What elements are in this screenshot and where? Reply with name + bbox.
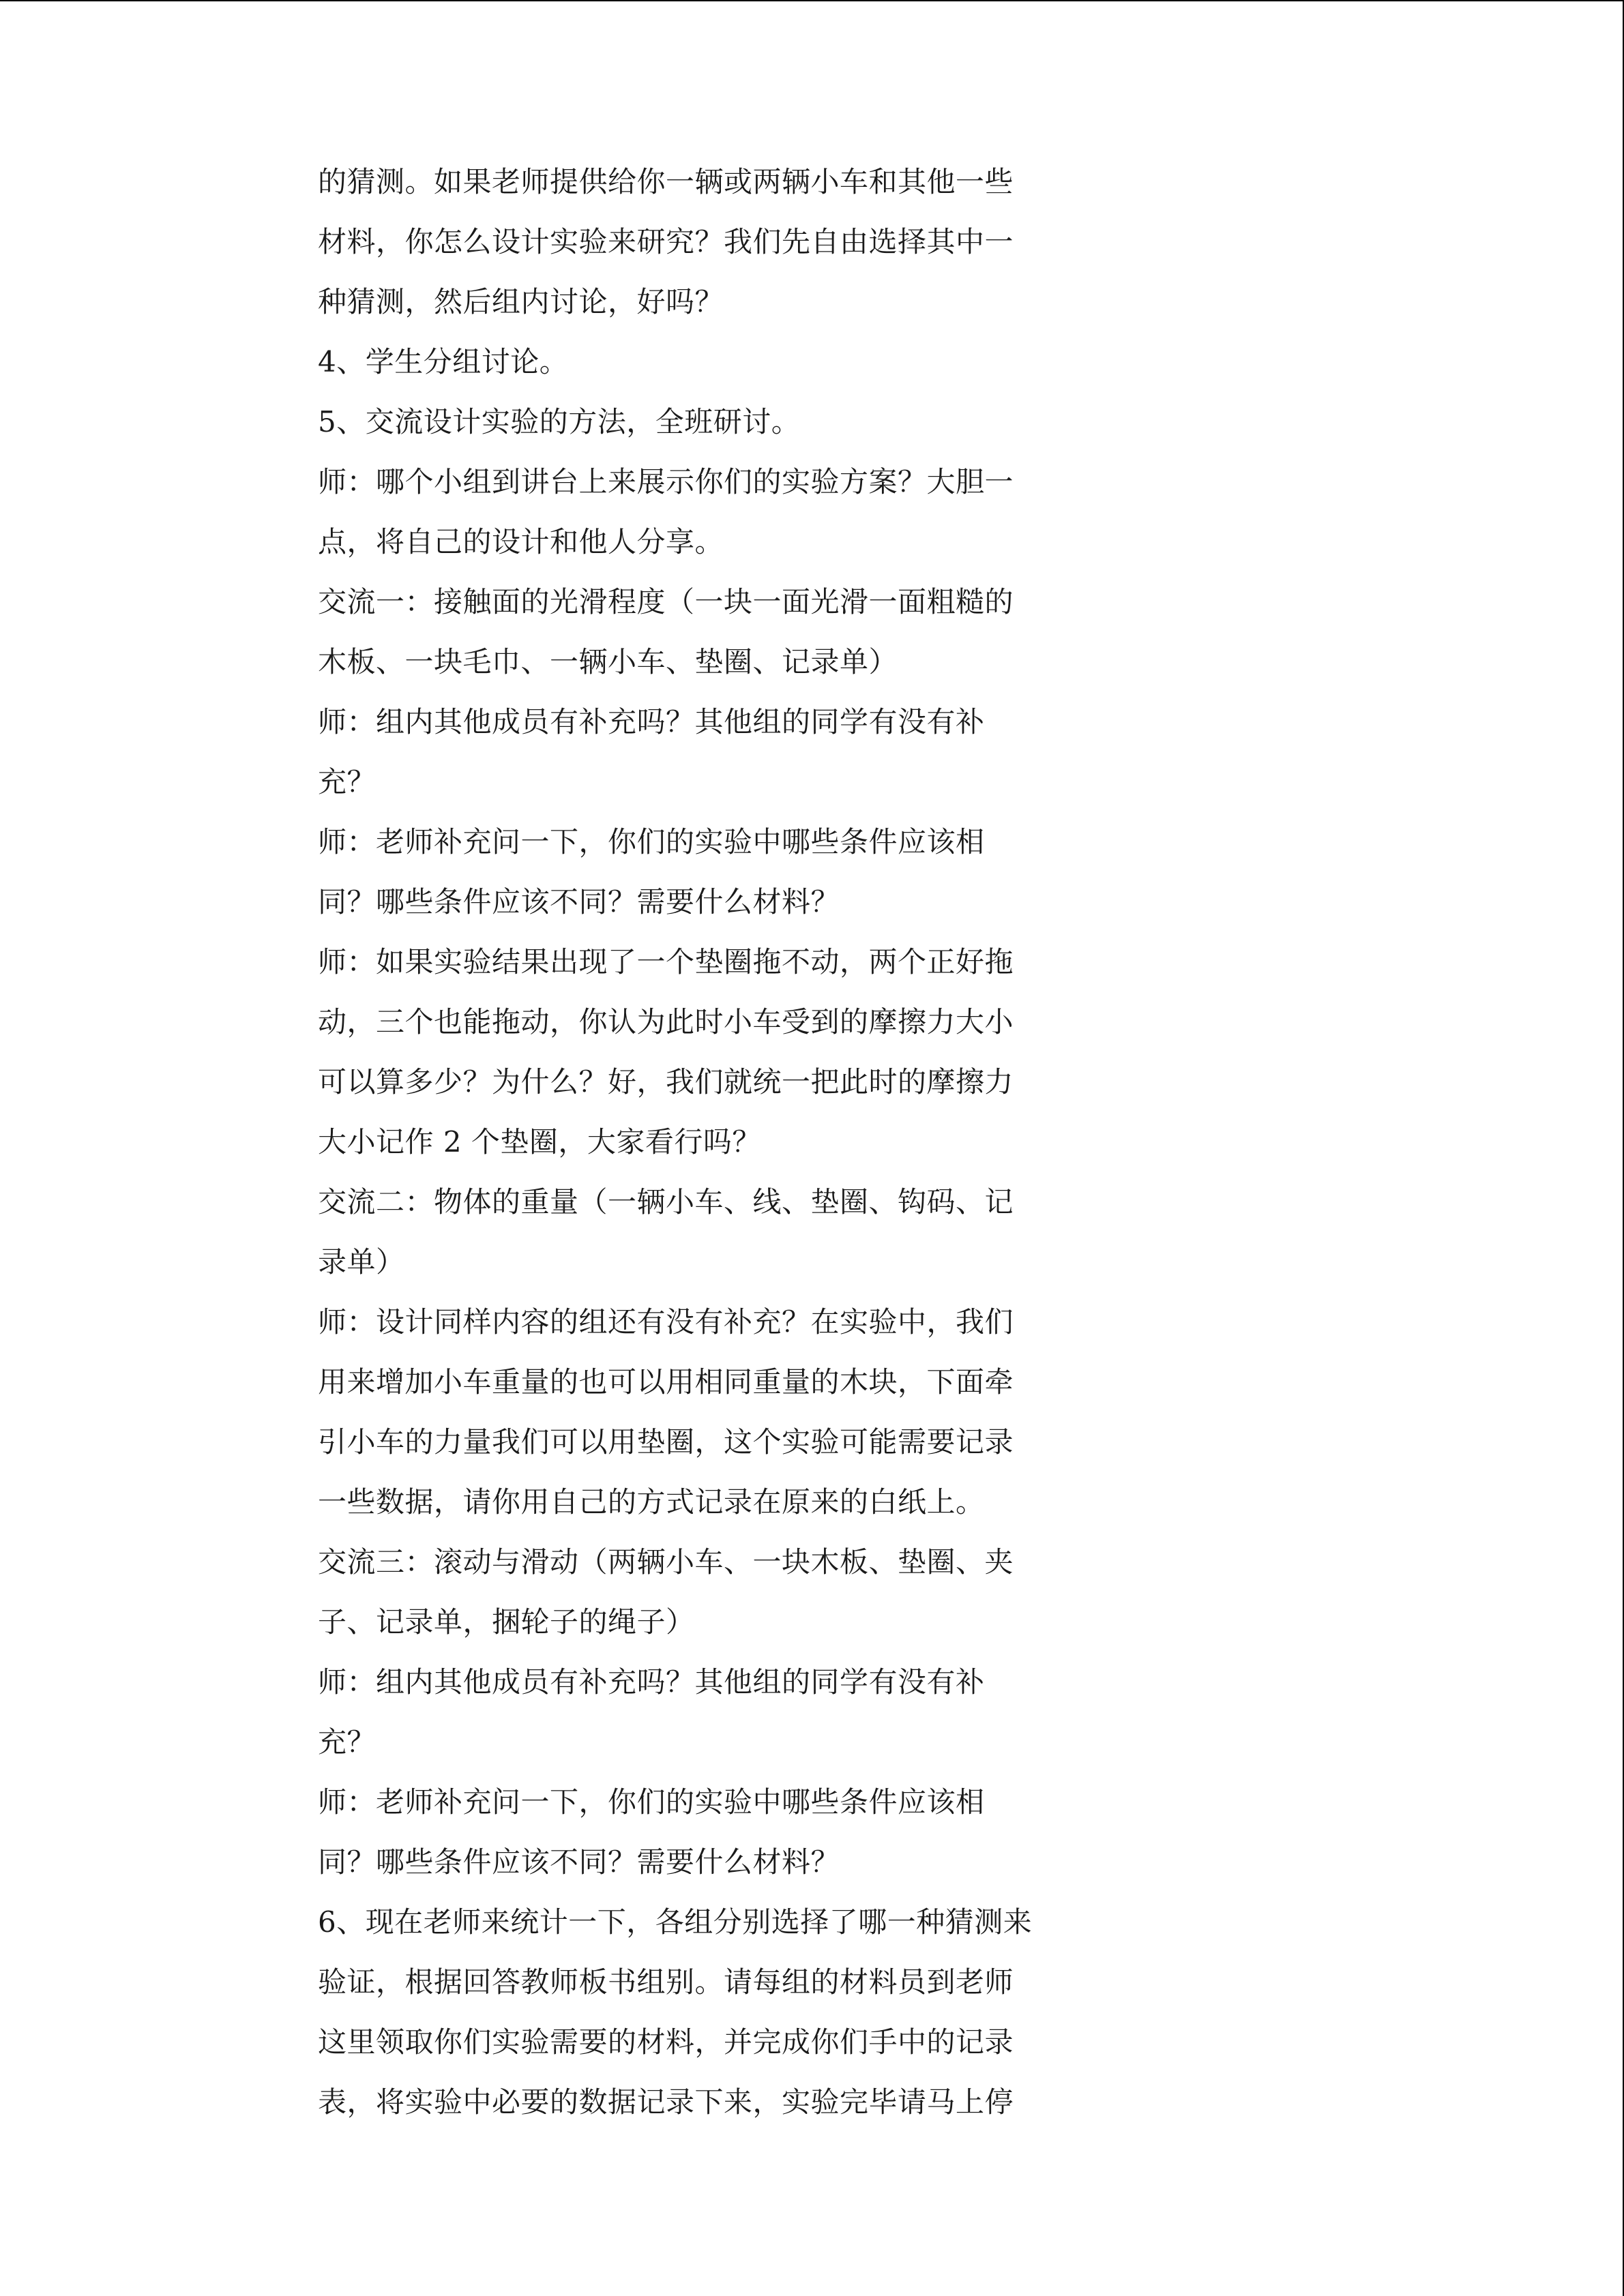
text-line: 表，将实验中必要的数据记录下来，实验完毕请马上停 [318,2085,1014,2119]
text-line: 点，将自己的设计和他人分享。 [318,525,724,558]
text-line: 子、记录单，捆轮子的绳子） [318,1605,695,1639]
text-line: 引小车的力量我们可以用垫圈，这个实验可能需要记录 [318,1425,1014,1459]
text-line: 种猜测，然后组内讨论，好吗？ [318,285,724,318]
exchange-two-heading: 交流二：物体的重量（一辆小车、线、垫圈、钩码、记 [318,1185,1014,1219]
text-line: 一些数据，请你用自己的方式记录在原来的白纸上。 [318,1485,985,1519]
text-line: 同？哪些条件应该不同？需要什么材料？ [318,885,840,919]
text-line: 师：设计同样内容的组还有没有补充？在实验中，我们 [318,1305,1014,1339]
text-line: 师：老师补充问一下，你们的实验中哪些条件应该相 [318,1785,985,1819]
list-item-6: 6、现在老师来统计一下，各组分别选择了哪一种猜测来 [318,1905,1033,1939]
text-line: 录单） [318,1245,405,1279]
text-line: 师：如果实验结果出现了一个垫圈拖不动，两个正好拖 [318,945,1014,979]
text-line: 这里领取你们实验需要的材料，并完成你们手中的记录 [318,2025,1014,2059]
top-border-line [0,0,1624,1]
text-line: 师：哪个小组到讲台上来展示你们的实验方案？大胆一 [318,465,1014,498]
text-line: 充？ [318,1725,377,1759]
text-line: 师：老师补充问一下，你们的实验中哪些条件应该相 [318,825,985,859]
text-line: 同？哪些条件应该不同？需要什么材料？ [318,1845,840,1879]
text-line: 材料，你怎么设计实验来研究？我们先自由选择其中一 [318,225,1014,258]
text-line: 的猜测。如果老师提供给你一辆或两辆小车和其他一些 [318,165,1014,198]
text-line: 木板、一块毛巾、一辆小车、垫圈、记录单） [318,645,898,679]
text-line: 验证，根据回答教师板书组别。请每组的材料员到老师 [318,1965,1014,1999]
document-body [318,164,1033,2145]
list-item-5: 5、交流设计实验的方法，全班研讨。 [318,405,801,438]
text-line: 师：组内其他成员有补充吗？其他组的同学有没有补 [318,1665,985,1699]
text-line: 充？ [318,765,377,799]
exchange-three-heading: 交流三：滚动与滑动（两辆小车、一块木板、垫圈、夹 [318,1545,1014,1579]
list-item-4: 4、学生分组讨论。 [318,345,569,378]
text-line: 动，三个也能拖动，你认为此时小车受到的摩擦力大小 [318,1005,1014,1039]
text-line: 用来增加小车重量的也可以用相同重量的木块，下面牵 [318,1365,1014,1399]
text-line: 师：组内其他成员有补充吗？其他组的同学有没有补 [318,705,985,739]
exchange-one-heading: 交流一：接触面的光滑程度（一块一面光滑一面粗糙的 [318,585,1014,618]
text-line: 大小记作 2 个垫圈，大家看行吗？ [318,1125,761,1159]
text-line: 可以算多少？为什么？好，我们就统一把此时的摩擦力 [318,1065,1014,1099]
